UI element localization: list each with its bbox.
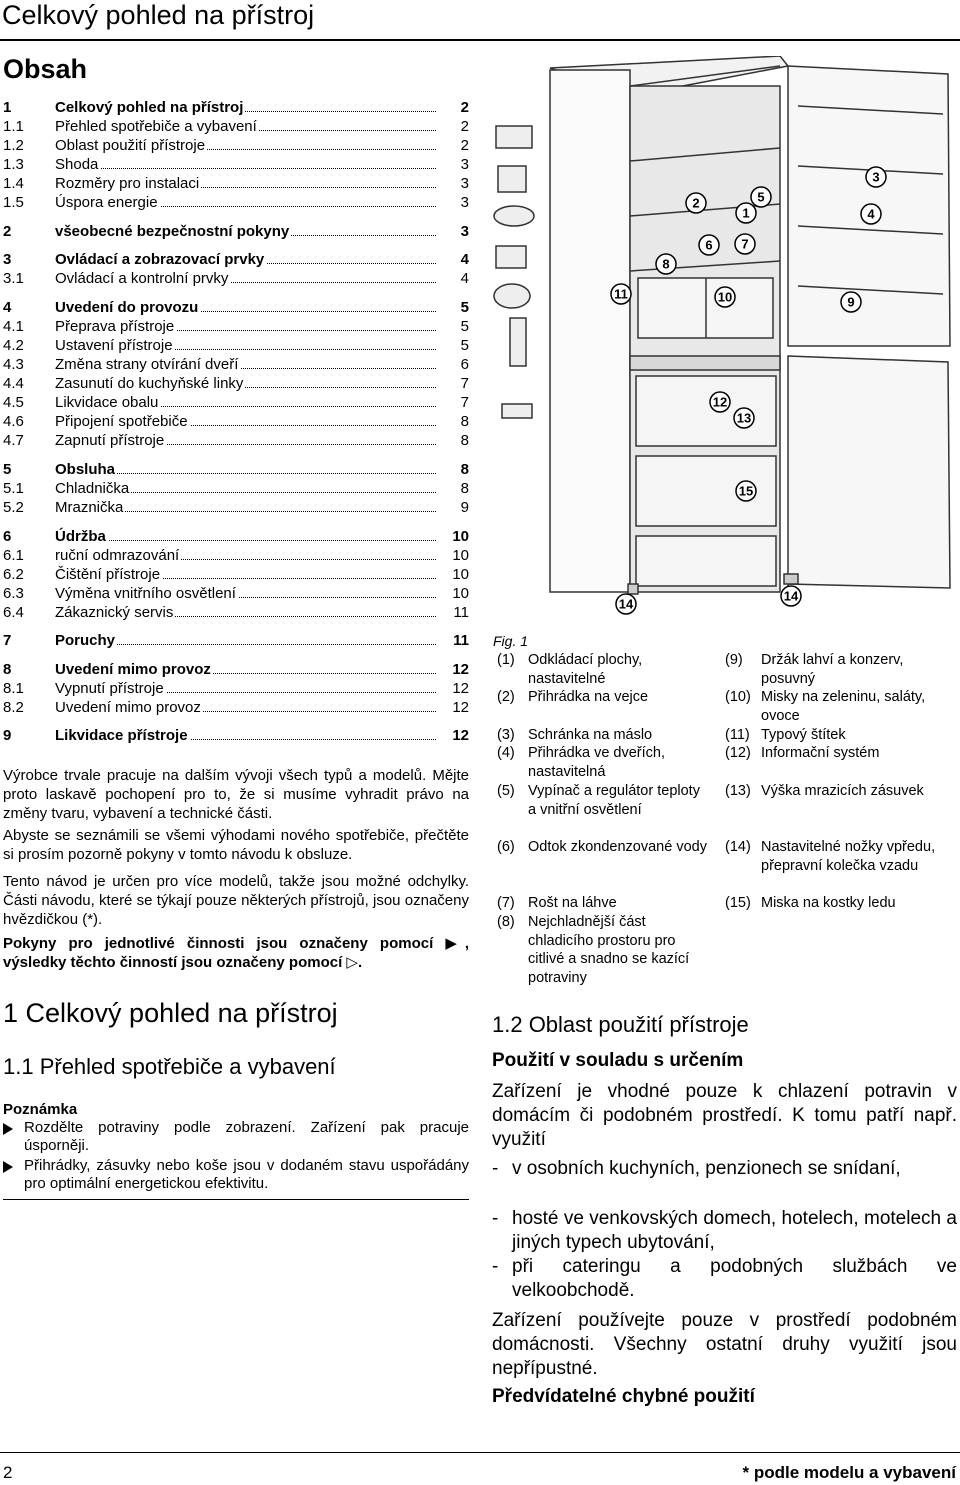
toc-number: 4.7: [3, 432, 24, 449]
toc-page-number: 6: [460, 356, 469, 373]
legend-number: (4): [497, 745, 515, 761]
toc-row[interactable]: [3, 546, 472, 565]
toc-title: Přeprava přístroje: [55, 318, 175, 335]
toc-row[interactable]: [3, 431, 472, 450]
toc-title: Zapnutí přístroje: [55, 432, 165, 449]
legend-number: (5): [497, 783, 515, 799]
toc-number: 5.1: [3, 480, 24, 497]
list-dash: -: [492, 1208, 499, 1229]
toc-row[interactable]: [3, 374, 472, 393]
toc-page-number: 11: [453, 632, 469, 649]
toc-page-number: 12: [452, 661, 469, 678]
legend-number: (14): [725, 839, 751, 855]
toc-title: Obsluha: [55, 461, 116, 478]
toc-page-number: 10: [452, 566, 469, 583]
legend-text: Přihrádka ve dveřích, nastavitelná: [528, 745, 666, 780]
footer-note: * podle modelu a vybavení: [742, 1463, 956, 1482]
toc-row[interactable]: [3, 726, 472, 745]
toc-number: 8.2: [3, 699, 24, 716]
toc-row[interactable]: [3, 336, 472, 355]
toc-number: 3.1: [3, 270, 24, 287]
intro-paragraph-4: Pokyny pro jednotlivé činnosti jsou označeny pomocí ▶, výsledky těchto činností jsou označeny pomocí ▷.: [3, 935, 469, 971]
toc-number: 4.4: [3, 375, 24, 392]
footer-rule: [0, 1452, 960, 1453]
toc-row[interactable]: [3, 498, 472, 517]
toc-row[interactable]: [3, 117, 472, 136]
toc-page-number: 11: [453, 604, 469, 621]
page-header: [0, 0, 960, 40]
legend-number: (2): [497, 689, 515, 705]
note-bullet-1: [3, 1119, 469, 1155]
legend-text: Přihrádka na vejce: [528, 689, 649, 705]
toc-number: 4.3: [3, 356, 24, 373]
callout-number: 14: [618, 596, 634, 612]
toc-title: Rozměry pro instalaci: [55, 175, 200, 192]
toc-row[interactable]: [3, 298, 472, 317]
toc-page-number: 8: [460, 480, 469, 497]
callout-number: 3: [872, 169, 880, 185]
use-list-item: [492, 1207, 957, 1255]
toc-title: Poruchy: [55, 632, 116, 649]
toc-title: Zákaznický servis: [55, 604, 174, 621]
legend-number: (1): [497, 652, 515, 668]
toc-number: 1.4: [3, 175, 24, 192]
toc-page-number: 3: [460, 156, 469, 173]
toc-page-number: 8: [460, 461, 469, 478]
note-bullet-text: Přihrádky, zásuvky nebo koše jsou v dodaném stavu uspořádány pro optimální energetickou efektivitu.: [24, 1157, 469, 1192]
legend-text: Nejchladnější část chladicího prostoru pro citlivé a snadno se kazící potraviny: [528, 914, 690, 986]
legend-text: Odtok zkondenzované vody: [528, 839, 707, 855]
toc-title: Přehled spotřebiče a vybavení: [55, 118, 257, 135]
legend-number: (13): [725, 783, 751, 799]
toc-title: Vypnutí přístroje: [55, 680, 164, 697]
toc-number: 2: [3, 223, 12, 240]
callout-number: 4: [867, 206, 875, 222]
intro-paragraph-3: Tento návod je určen pro více modelů, takže jsou možné odchylky. Části návodu, které se týkají pouze některých přístrojů, jsou označeny hvězdičkou (*).: [3, 873, 469, 928]
toc-page-number: 8: [460, 413, 469, 430]
toc-row[interactable]: [3, 174, 472, 193]
legend-text: Schránka na máslo: [528, 727, 653, 743]
toc-number: 6.4: [3, 604, 24, 621]
toc-number: 4.5: [3, 394, 24, 411]
legend-number: (9): [725, 652, 743, 668]
note-bullet-text: Rozdělte potraviny podle zobrazení. Zařízení pak pracuje úsporněji.: [24, 1119, 469, 1154]
list-dash: -: [492, 1158, 499, 1179]
callout-number: 7: [741, 236, 749, 252]
callout-number: 15: [738, 483, 754, 499]
toc-number: 4: [3, 299, 12, 316]
toc-row[interactable]: [3, 527, 472, 546]
toc-title: Uvedení mimo provoz: [55, 699, 201, 716]
toc-page-number: 4: [460, 270, 469, 287]
intro-paragraph-2: Abyste se seznámili se všemi výhodami nového spotřebiče, přečtěte si prosím pozorně pokyny v tomto návodu k obsluze.: [3, 827, 469, 863]
toc-page-number: 5: [460, 299, 469, 316]
legend-text: Vypínač a regulátor teploty a vnitřní osvětlení: [528, 783, 700, 818]
use-list-text: v osobních kuchyních, penzionech se snídaní,: [512, 1158, 901, 1179]
use-list-text: hosté ve venkovských domech, hotelech, motelech a jiných typech ubytování,: [512, 1208, 957, 1253]
callout-number: 10: [717, 289, 733, 305]
toc-title: Údržba: [55, 528, 106, 545]
toc-title: Ustavení přístroje: [55, 337, 173, 354]
toc-row[interactable]: [3, 193, 472, 212]
legend-text: Držák lahví a konzerv, posuvný: [761, 652, 904, 687]
toc-number: 7: [3, 632, 12, 649]
toc-row[interactable]: [3, 460, 472, 479]
toc-row[interactable]: [3, 631, 472, 650]
toc-title: Likvidace obalu: [55, 394, 159, 411]
toc-number: 6.1: [3, 547, 24, 564]
toc-row[interactable]: [3, 479, 472, 498]
callout-number: 1: [742, 205, 750, 221]
toc-page-number: 4: [460, 251, 469, 268]
header-title: Celkový pohled na přístroj: [2, 0, 315, 30]
legend-text: Misky na zeleninu, saláty, ovoce: [761, 689, 926, 724]
legend-number: (10): [725, 689, 751, 705]
toc-page-number: 7: [460, 375, 469, 392]
legend-number: (6): [497, 839, 515, 855]
toc-row[interactable]: [3, 269, 472, 288]
toc-page-number: 12: [452, 680, 469, 697]
toc-page-number: 5: [460, 318, 469, 335]
toc-number: 6.2: [3, 566, 24, 583]
toc-leader-dots: [55, 168, 436, 169]
toc-page-number: 5: [460, 337, 469, 354]
use-list-item: [492, 1255, 957, 1303]
toc-row[interactable]: [3, 250, 472, 269]
toc-row[interactable]: [3, 584, 472, 603]
toc-number: 4.1: [3, 318, 24, 335]
arrow-bullet-icon: [3, 1123, 13, 1135]
legend-text: Rošt na láhve: [528, 895, 617, 911]
intro-paragraph-1: Výrobce trvale pracuje na dalším vývoji všech typů a modelů. Mějte proto laskavě pochopení pro to, že si musíme vyhradit právo na změny tvaru, vybavení a technické části.: [3, 767, 469, 822]
legend-number: (7): [497, 895, 515, 911]
toc-title: Uvedení do provozu: [55, 299, 199, 316]
toc-leader-dots: [55, 540, 436, 541]
list-dash: -: [492, 1256, 499, 1277]
toc-number: 1.1: [3, 118, 24, 135]
toc-row[interactable]: [3, 355, 472, 374]
foreseeable-misuse-heading: Předvídatelné chybné použití: [492, 1386, 755, 1407]
toc-row[interactable]: [3, 679, 472, 698]
toc-number: 1.2: [3, 137, 24, 154]
toc-title: ruční odmrazování: [55, 547, 180, 564]
toc-title: Připojení spotřebiče: [55, 413, 188, 430]
toc-title: Shoda: [55, 156, 99, 173]
toc-number: 8: [3, 661, 12, 678]
legend-text: Informační systém: [761, 745, 880, 761]
toc-title: Chladnička: [55, 480, 130, 497]
legend-number: (11): [725, 727, 750, 743]
section-1-heading: 1 Celkový pohled na přístroj: [3, 998, 338, 1028]
toc-row[interactable]: [3, 412, 472, 431]
note-rule: [3, 1199, 469, 1200]
toc-number: 9: [3, 727, 12, 744]
legend-number: (12): [725, 745, 751, 761]
arrow-bullet-icon: [3, 1161, 13, 1173]
toc-number: 6: [3, 528, 12, 545]
toc-title: Úspora energie: [55, 194, 158, 211]
toc-title: Změna strany otvírání dveří: [55, 356, 239, 373]
toc-row[interactable]: [3, 393, 472, 412]
note-bullet-2: [3, 1157, 469, 1193]
toc-title: všeobecné bezpečnostní pokyny: [55, 223, 290, 240]
toc-page-number: 10: [452, 547, 469, 564]
toc-row[interactable]: [3, 136, 472, 155]
toc-title: Výměna vnitřního osvětlení: [55, 585, 236, 602]
use-list-text: při cateringu a podobných službách ve velkoobchodě.: [512, 1256, 957, 1301]
page-number: 2: [3, 1463, 13, 1482]
toc-row[interactable]: [3, 698, 472, 717]
toc-page-number: 9: [460, 499, 469, 516]
legend-text: Miska na kostky ledu: [761, 895, 896, 911]
callout-number: 5: [757, 189, 765, 205]
toc-page-number: 2: [460, 137, 469, 154]
toc-title: Zasunutí do kuchyňské linky: [55, 375, 244, 392]
toc-page-number: 10: [452, 528, 469, 545]
toc-page-number: 3: [460, 194, 469, 211]
toc-number: 4.6: [3, 413, 24, 430]
toc-page-number: 7: [460, 394, 469, 411]
legend-text: Typový štítek: [761, 727, 846, 743]
toc-title: Celkový pohled na přístroj: [55, 99, 244, 116]
toc-number: 8.1: [3, 680, 24, 697]
toc-page-number: 3: [460, 175, 469, 192]
toc-number: 6.3: [3, 585, 24, 602]
toc-title: Čištění přístroje: [55, 566, 161, 583]
figure-label: Fig. 1: [493, 633, 529, 649]
toc-row[interactable]: [3, 155, 472, 174]
fridge-illustration: [488, 56, 958, 632]
legend-number: (8): [497, 914, 515, 930]
intended-use-paragraph: Zařízení je vhodné pouze k chlazení potravin v domácím či podobném prostředí. K tomu patří např. využití: [492, 1081, 957, 1150]
toc-row[interactable]: [3, 603, 472, 622]
toc-page-number: 8: [460, 432, 469, 449]
note-title: Poznámka: [3, 1101, 78, 1118]
callout-number: 6: [705, 237, 713, 253]
callout-number: 2: [692, 195, 700, 211]
section-1-1-heading: 1.1 Přehled spotřebiče a vybavení: [3, 1054, 336, 1079]
legend-text: Nastavitelné nožky vpředu, přepravní kolečka vzadu: [761, 839, 936, 874]
toc-heading: Obsah: [3, 54, 88, 84]
toc-row[interactable]: [3, 660, 472, 679]
toc-number: 5.2: [3, 499, 24, 516]
callout-number: 11: [614, 286, 628, 302]
legend-number: (15): [725, 895, 751, 911]
legend-text: Výška mrazicích zásuvek: [761, 783, 924, 799]
callout-number: 13: [736, 410, 752, 426]
toc-page-number: 2: [460, 118, 469, 135]
section-1-2-heading: 1.2 Oblast použití přístroje: [492, 1012, 749, 1037]
header-rule: [0, 39, 960, 41]
toc-number: 5: [3, 461, 12, 478]
legend-text: Odkládací plochy, nastavitelné: [528, 652, 643, 687]
toc-page-number: 12: [452, 699, 469, 716]
toc-row[interactable]: [3, 222, 472, 241]
use-list-item: [492, 1157, 957, 1181]
toc-page-number: 12: [452, 727, 469, 744]
toc-page-number: 2: [460, 99, 469, 116]
usage-restriction-paragraph: Zařízení používejte pouze v prostředí podobném domácnosti. Všechny ostatní druhy využití jsou nepřípustné.: [492, 1310, 957, 1379]
legend-number: (3): [497, 727, 515, 743]
toc-title: Likvidace přístroje: [55, 727, 188, 744]
toc-number: 4.2: [3, 337, 24, 354]
callout-number: 9: [847, 294, 855, 310]
toc-page-number: 3: [460, 223, 469, 240]
toc-title: Oblast použití přístroje: [55, 137, 206, 154]
toc-number: 1.5: [3, 194, 24, 211]
toc-title: Ovládací a kontrolní prvky: [55, 270, 229, 287]
toc-number: 1.3: [3, 156, 24, 173]
callout-number: 14: [783, 588, 799, 604]
toc-number: 1: [3, 99, 12, 116]
toc-row[interactable]: [3, 98, 472, 117]
callout-number: 8: [662, 256, 670, 272]
toc-row[interactable]: [3, 317, 472, 336]
toc-title: Mraznička: [55, 499, 124, 516]
callout-number: 12: [712, 394, 728, 410]
toc-title: Uvedení mimo provoz: [55, 661, 211, 678]
intended-use-heading: Použití v souladu s určením: [492, 1050, 744, 1071]
toc-page-number: 10: [452, 585, 469, 602]
toc-number: 3: [3, 251, 12, 268]
toc-title: Ovládací a zobrazovací prvky: [55, 251, 265, 268]
toc-row[interactable]: [3, 565, 472, 584]
